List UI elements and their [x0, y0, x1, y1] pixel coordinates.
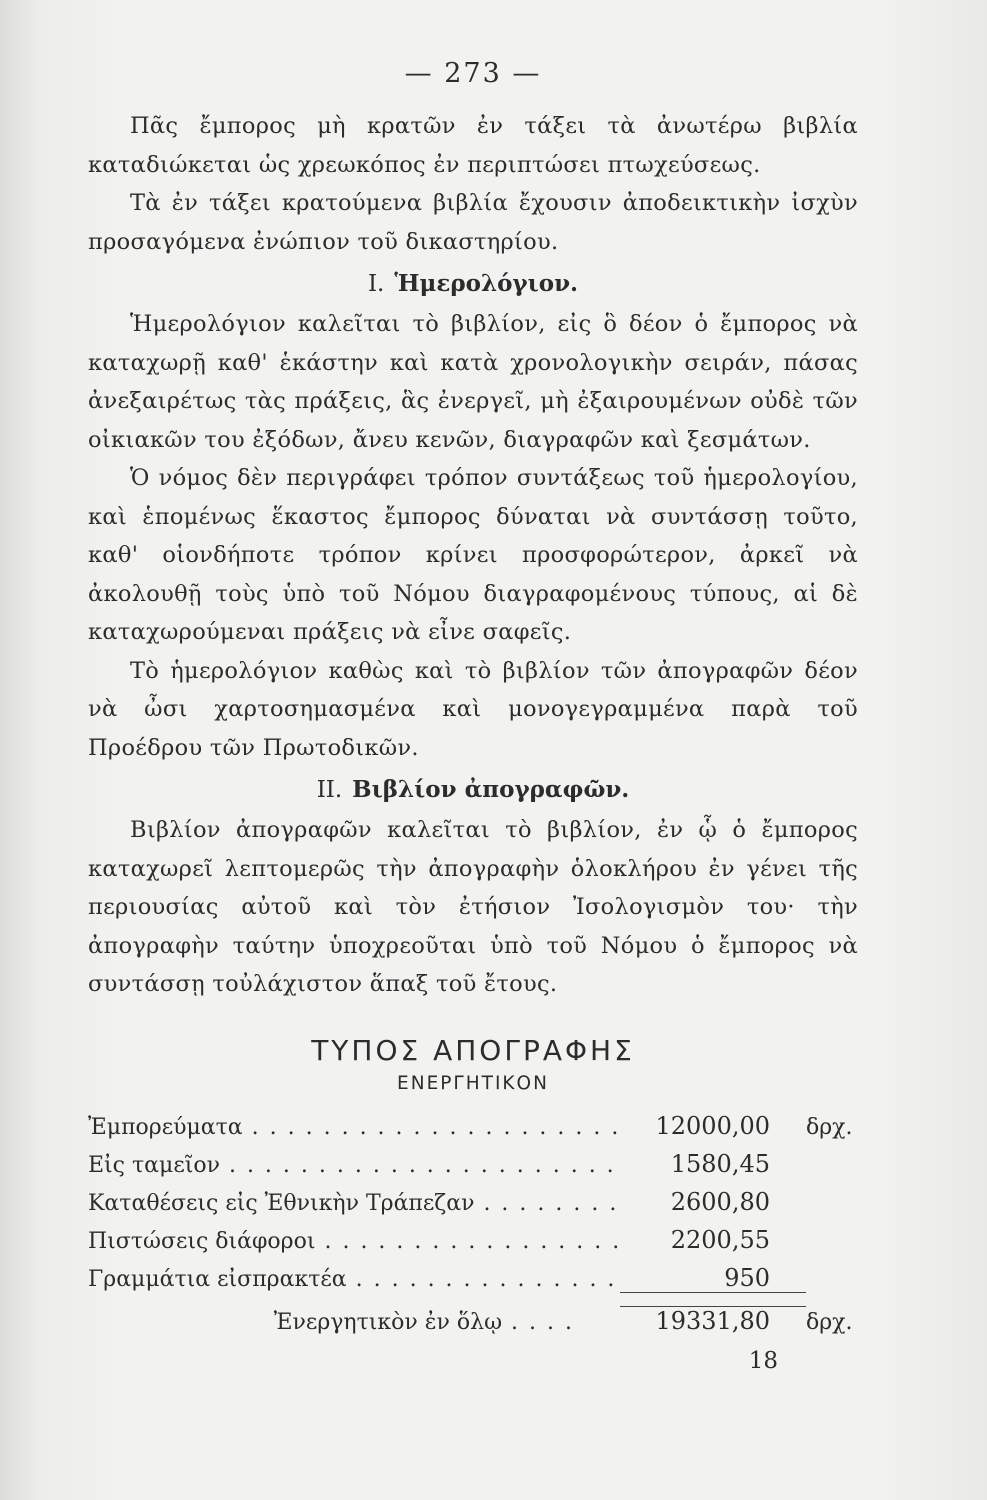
paragraph-journal-law: Ὁ νόμος δὲν περιγράφει τρόπον συντάξεως τοῦ ἡμερολογίου, καὶ ἑπομένως ἕκαστος ἔμπορος δύναται νὰ συντάσσῃ τοῦτο, καθ' οἱονδήποτε τρόπον κρίνει προσφορώτερον, ἀρκεῖ νὰ ἀκολουθῇ τοὺς ὑπὸ τοῦ Νόμου διαγραφομένους τύπους, αἱ δὲ καταχωρούμεναι πράξεις νὰ εἶνε σαφεῖς.	[88, 465, 858, 645]
row-unit: δρχ.	[806, 1114, 853, 1140]
inventory-table	[88, 1112, 858, 1346]
paragraph-journal-definition: Ἡμερολόγιον καλεῖται τὸ βιβλίον, εἰς ὃ δέον ὁ ἔμπορος νὰ καταχωρῇ καθ' ἑκάστην καὶ κατὰ χρονολογικὴν σειράν, πάσας ἀνεξαιρέτως τὰς πράξεις, ἃς ἐνεργεῖ, μὴ ἐξαιρουμένων οὐδὲ τῶν οἰκιακῶν του ἐξόδων, ἄνευ κενῶν, διαγραφῶν καὶ ξεσμάτων.	[88, 311, 858, 453]
paragraph-inventory-definition: Βιβλίον ἀπογραφῶν καλεῖται τὸ βιβλίον, ἐν ᾧ ὁ ἔμπορος καταχωρεῖ λεπτομερῶς τὴν ἀπογραφὴν ὁλοκλήρου ἐν γένει τῆς περιουσίας αὐτοῦ καὶ τὸν ἐτήσιον Ἰσολογισμὸν του· τὴν ἀπογραφὴν ταύτην ὑποχρεοῦται ὑπὸ τοῦ Νόμου ὁ ἔμπορος νὰ συντάσσῃ τοὐλάχιστον ἅπαξ τοῦ ἔτους.	[88, 817, 858, 997]
row-amount: 1580,45	[670, 1149, 770, 1178]
page-number: — 273 —	[404, 58, 542, 89]
paragraph-evidence: Τὰ ἐν τάξει κρατούμενα βιβλία ἔχουσιν ἀποδεικτικὴν ἰσχὺν προσαγόμενα ἐνώπιον τοῦ δικαστηρίου.	[88, 190, 858, 255]
section-heading-inventory	[88, 771, 858, 809]
row-label: Πιστώσεις διάφοροι . . .	[88, 1229, 620, 1254]
paragraph-bankruptcy: Πᾶς ἔμπορος μὴ κρατῶν ἐν τάξει τὰ ἀνωτέρω βιβλία καταδιώκεται ὡς χρεωκόπος ἐν περιπτώσει πτωχεύσεως.	[88, 113, 858, 178]
total-label: Ἐνεργητικὸν ἐν ὅλῳ . . . .	[88, 1310, 620, 1335]
table-total-row	[88, 1306, 858, 1346]
table-row	[88, 1226, 858, 1264]
paragraph-journal-stamp: Τὸ ἡμερολόγιον καθὼς καὶ τὸ βιβλίον τῶν ἀπογραφῶν δέον νὰ ὦσι χαρτοσημασμένα καὶ μονογεγραμμένα παρὰ τοῦ Προέδρου τῶν Πρωτοδικῶν.	[88, 657, 858, 761]
row-amount: 2600,80	[670, 1187, 770, 1216]
section-title: Ἡμερολόγιον.	[394, 270, 579, 297]
row-amount: 2200,55	[670, 1225, 770, 1254]
total-amount: 19331,80	[620, 1306, 806, 1335]
total-unit: δρχ.	[806, 1309, 853, 1335]
row-amount: 950	[620, 1264, 806, 1293]
signature-mark: 18	[748, 1347, 778, 1374]
table-row	[88, 1112, 858, 1150]
table-row	[88, 1264, 858, 1302]
table-row	[88, 1150, 858, 1188]
row-label: Ἐμπορεύματα . . .	[88, 1115, 620, 1140]
section-number: I.	[367, 271, 385, 297]
row-amount: 12000,00	[655, 1111, 770, 1140]
table-row	[88, 1188, 858, 1226]
section-title: Βιβλίον ἀπογραφῶν.	[352, 776, 630, 803]
row-label: Εἰς ταμεῖον . . .	[88, 1153, 620, 1178]
section-heading-journal	[88, 265, 858, 303]
row-label: Καταθέσεις εἰς Ἐθνικὴν Τράπεζαν . . .	[88, 1191, 620, 1216]
form-title: ΤΥΠΟΣ ΑΠΟΓΡΑΦΗΣ	[311, 1033, 635, 1067]
section-number: II.	[316, 777, 343, 803]
page-content	[88, 58, 858, 1374]
form-subtitle: ΕΝΕΡΓΗΤΙΚΟΝ	[397, 1072, 549, 1094]
row-label: Γραμμάτια εἰσπρακτέα . . .	[88, 1267, 620, 1292]
